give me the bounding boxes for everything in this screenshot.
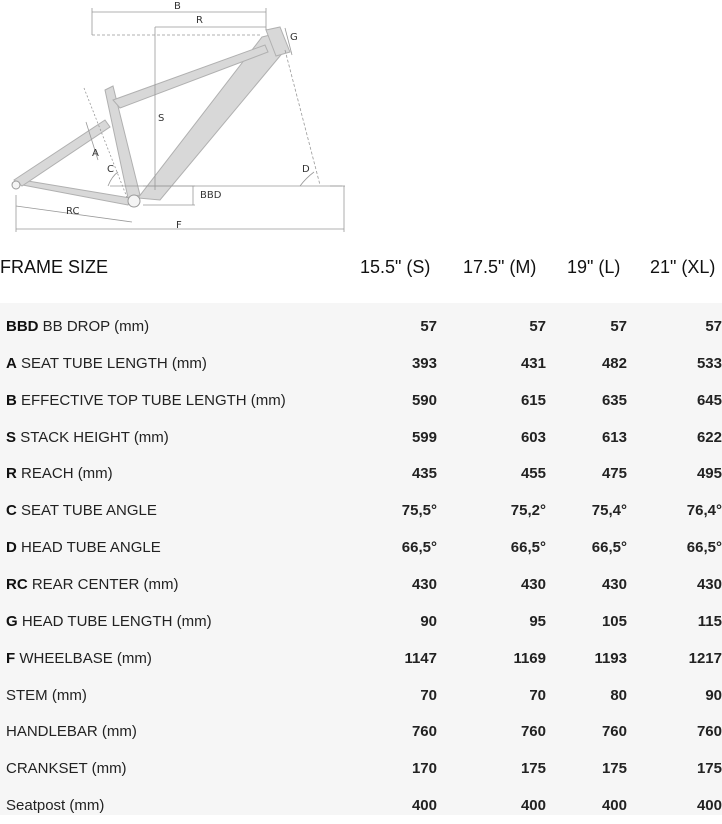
table-row <box>0 751 722 787</box>
row-label <box>6 650 152 667</box>
row-code: A <box>6 354 17 372</box>
row-label <box>6 613 212 630</box>
row-code: C <box>6 502 17 520</box>
row-name: REACH (mm) <box>21 465 113 483</box>
row-value: 1193 <box>594 649 627 667</box>
row-name: HEAD TUBE ANGLE <box>21 539 161 557</box>
row-value: 760 <box>520 723 546 741</box>
label-c: C <box>107 164 114 175</box>
label-r: R <box>196 15 203 26</box>
size-column-l: 19" (L) <box>567 257 621 277</box>
row-value: 435 <box>411 465 437 483</box>
size-column-m: 17.5" (M) <box>463 257 537 277</box>
row-value: 76,4° <box>686 502 722 520</box>
row-label <box>6 760 127 777</box>
row-value: 66,5° <box>510 539 546 557</box>
rear-axle <box>12 181 20 189</box>
row-name: EFFECTIVE TOP TUBE LENGTH (mm) <box>21 391 286 409</box>
row-name: HANDLEBAR (mm) <box>6 723 137 741</box>
row-value: 430 <box>601 575 627 593</box>
bottom-bracket <box>128 195 140 207</box>
row-value: 70 <box>529 686 546 704</box>
row-value: 80 <box>610 686 627 704</box>
row-value: 635 <box>601 391 627 409</box>
table-row <box>0 567 722 603</box>
row-label <box>6 465 113 482</box>
row-value: 115 <box>697 612 722 630</box>
row-value: 170 <box>411 760 437 778</box>
row-name: CRANKSET (mm) <box>6 760 127 778</box>
table-row <box>0 346 722 382</box>
row-name: SEAT TUBE ANGLE <box>21 502 157 520</box>
row-value: 57 <box>705 318 722 335</box>
row-value: 760 <box>411 723 437 741</box>
frame-outline <box>12 27 290 205</box>
row-label <box>6 429 169 446</box>
frame-size-heading: FRAME SIZE <box>0 257 109 277</box>
row-name: Seatpost (mm) <box>6 797 105 815</box>
row-value: 760 <box>696 723 722 741</box>
row-value: 393 <box>411 354 437 372</box>
row-code: B <box>6 391 17 409</box>
row-label <box>6 687 87 704</box>
table-row <box>0 456 722 492</box>
label-s: S <box>158 113 165 124</box>
row-value: 400 <box>601 797 627 815</box>
label-rc: RC <box>66 206 80 217</box>
row-value: 455 <box>520 465 546 483</box>
table-row <box>0 641 722 677</box>
row-value: 613 <box>601 428 627 446</box>
row-value: 75,5° <box>401 502 437 520</box>
table-header <box>0 248 722 288</box>
row-value: 533 <box>696 354 722 372</box>
row-code: BBD <box>6 318 39 335</box>
row-value: 57 <box>610 318 627 335</box>
row-value: 431 <box>520 354 546 372</box>
table-row <box>0 530 722 566</box>
row-value: 430 <box>520 575 546 593</box>
row-value: 57 <box>420 318 437 335</box>
row-value: 495 <box>696 465 722 483</box>
row-value: 175 <box>696 760 722 778</box>
label-d: D <box>302 164 310 175</box>
table-row <box>0 383 722 419</box>
row-label <box>6 576 179 593</box>
row-value: 66,5° <box>686 539 722 557</box>
row-value: 1147 <box>404 649 437 667</box>
row-value: 75,2° <box>510 502 546 520</box>
row-value: 105 <box>601 612 627 630</box>
row-value: 430 <box>411 575 437 593</box>
row-code: F <box>6 649 16 667</box>
row-value: 70 <box>420 686 437 704</box>
row-value: 1217 <box>688 649 722 667</box>
label-f: F <box>176 220 182 231</box>
table-row <box>0 788 722 824</box>
size-column-s: 15.5" (S) <box>360 257 431 277</box>
label-a: A <box>92 148 99 159</box>
row-name: STACK HEIGHT (mm) <box>20 428 169 446</box>
table-row <box>0 420 722 456</box>
table-row <box>0 493 722 529</box>
table-row <box>0 714 722 750</box>
row-value: 622 <box>696 428 722 446</box>
frame-geometry-diagram <box>0 0 360 240</box>
row-name: WHEELBASE (mm) <box>19 649 152 667</box>
label-b: B <box>174 1 181 12</box>
row-label <box>6 502 157 519</box>
row-label <box>6 723 137 740</box>
row-value: 1169 <box>513 649 546 667</box>
row-name: BB DROP (mm) <box>42 318 150 335</box>
row-value: 760 <box>601 723 627 741</box>
row-label <box>6 355 207 372</box>
row-label <box>6 539 161 556</box>
row-value: 400 <box>411 797 437 815</box>
label-bbd: BBD <box>200 190 222 201</box>
row-value: 482 <box>601 354 627 372</box>
row-label <box>6 318 149 335</box>
row-value: 430 <box>696 575 722 593</box>
row-code: R <box>6 465 17 483</box>
row-name: HEAD TUBE LENGTH (mm) <box>21 612 212 630</box>
row-name: REAR CENTER (mm) <box>31 575 179 593</box>
row-value: 175 <box>601 760 627 778</box>
row-value: 475 <box>601 465 627 483</box>
row-value: 90 <box>705 686 722 704</box>
row-value: 90 <box>420 612 437 630</box>
row-label <box>6 392 286 409</box>
table-row <box>0 309 722 345</box>
row-code: RC <box>6 575 28 593</box>
size-column-xl: 21" (XL) <box>650 257 716 277</box>
row-code: G <box>6 612 18 630</box>
geometry-table <box>0 303 722 815</box>
row-value: 615 <box>520 391 546 409</box>
table-row <box>0 678 722 714</box>
row-value: 400 <box>520 797 546 815</box>
row-value: 95 <box>529 612 546 630</box>
table-row <box>0 604 722 640</box>
row-value: 400 <box>696 797 722 815</box>
row-value: 66,5° <box>401 539 437 557</box>
row-value: 603 <box>520 428 546 446</box>
row-value: 175 <box>520 760 546 778</box>
row-value: 57 <box>529 318 546 335</box>
row-label <box>6 797 104 814</box>
row-name: SEAT TUBE LENGTH (mm) <box>21 354 207 372</box>
row-value: 75,4° <box>591 502 627 520</box>
row-value: 66,5° <box>591 539 627 557</box>
row-value: 599 <box>411 428 437 446</box>
row-value: 590 <box>411 391 437 409</box>
row-code: S <box>6 428 17 446</box>
row-code: D <box>6 539 17 557</box>
label-g: G <box>290 32 298 43</box>
row-name: STEM (mm) <box>6 686 87 704</box>
row-value: 645 <box>696 391 722 409</box>
